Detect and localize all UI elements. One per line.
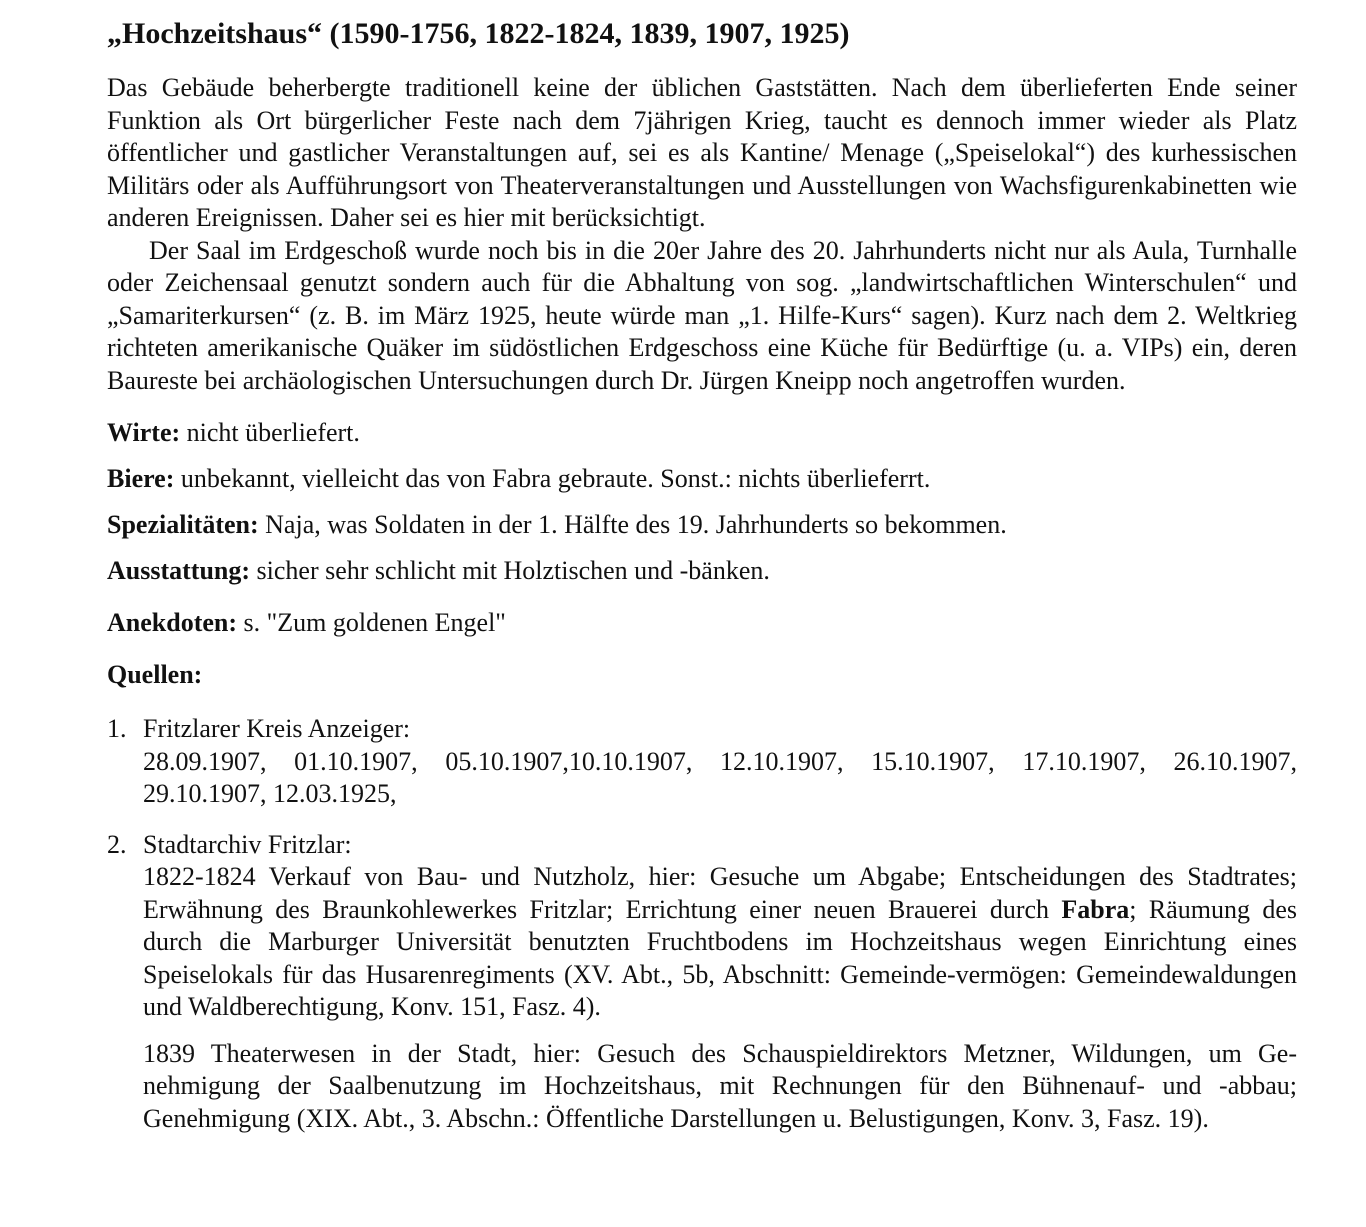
source-item-1: [107, 713, 1297, 811]
field-spezialitaeten-label: Spezialitäten:: [107, 510, 259, 539]
source-item-2: [107, 829, 1297, 1136]
field-ausstattung-value: sicher sehr schlicht mit Holztischen und -bänken.: [250, 556, 770, 585]
field-ausstattung-label: Ausstattung:: [107, 556, 251, 585]
quellen-heading: Quellen:: [107, 660, 203, 689]
field-biere: [107, 463, 1297, 495]
source-text-part: ; Räumung des durch die Marburger Universität benutzten Fruchtbodens im Hochzeitshaus wegen Einrichtung eines Speiselokals für das Husarenregiments (XV. Abt., 5b, Abschnitt: Gemeinde-vermögen: Gemeindewaldungen und Waldberechtigung, Konv. 151, Fasz. 4).: [143, 894, 1297, 1021]
source-heading: Stadtarchiv Fritzlar:: [143, 829, 352, 859]
source-heading: Fritzlarer Kreis Anzeiger:: [143, 714, 411, 743]
field-biere-value: unbekannt, vielleicht das von Fabra gebraute. Sonst.: nichts überlieferrt.: [174, 464, 931, 493]
intro-paragraph: Das Gebäude beherbergte traditionell keine der üblichen Gaststätten. Nach dem überlieferten Ende seiner Funktion als Ort bürgerlicher Feste nach dem 7jährigen Krieg, taucht es dennoch immer wieder als Platz öffentlicher und gastlicher Veranstaltungen auf, sei es als Kantine/ Menage („Speiselokal“) des kurhessischen Militärs oder als Aufführungsort von Theaterveranstaltungen und Ausstellungen von Wachsfigurenkabinetten wie anderen Ereignissen. Daher sei es hier mit berücksichtigt.: [107, 73, 1297, 232]
source-text-part: 1822-1824 Verkauf von Bau- und Nutzholz, hier: Gesuche um Abgabe; Entscheidungen des Stadtrates; Erwähnung des Braunkohlewerkes Fritzlar; Errichtung einer neuen Brauerei durch: [143, 862, 1297, 924]
field-spezialitaeten: [107, 509, 1297, 541]
field-biere-label: Biere:: [107, 464, 175, 493]
field-anekdoten-label: Anekdoten:: [107, 608, 238, 637]
history-paragraph: Der Saal im Erdgeschoß wurde noch bis in die 20er Jahre des 20. Jahrhunderts nicht nur als Aula, Turnhalle oder Zeichensaal genutzt sondern auch für die Abhaltung von sog. „landwirtschaftlichen Winterschulen“ und „Samariterkursen“ (z. B. im März 1925, heute würde man „1. Hilfe-Kurs“ sagen). Kurz nach dem 2. Weltkrieg richteten amerikanische Quäker im südöstlichen Erdgeschoss eine Küche für Bedürftige (u. a. VIPs) ein, deren Baureste bei archäologischen Untersuchungen durch Dr. Jürgen Kneipp noch angetroffen wurden.: [107, 235, 1297, 395]
page-title: „Hochzeitshaus“ (1590-1756, 1822-1824, 1839, 1907, 1925): [107, 17, 850, 50]
source-text-second: 1839 Theaterwesen in der Stadt, hier: Gesuch des Schauspieldirektors Metzner, Wildungen, um Ge-nehmigung der Saalbenutzung im Hochzeitshaus, mit Rechnungen für den Bühnenauf- und -abbau; Genehmigung (XIX. Abt., 3. Abschn.: Öffentliche Darstellungen u. Belustigungen, Konv. 3, Fasz. 19).: [143, 1038, 1297, 1133]
field-spezialitaeten-value: Naja, was Soldaten in der 1. Hälfte des 19. Jahrhunderts so bekommen.: [258, 510, 1007, 539]
source-number: 1.: [107, 714, 127, 743]
source-text: 28.09.1907, 01.10.1907, 05.10.1907,10.10.1907, 12.10.1907, 15.10.1907, 17.10.1907, 26.10.1907, 29.10.1907, 12.03.1925,: [143, 746, 1297, 808]
field-wirte-label: Wirte:: [107, 418, 181, 447]
field-wirte: [107, 417, 1297, 449]
source-number: 2.: [107, 829, 127, 859]
field-ausstattung: [107, 555, 1297, 587]
source-text-bold: Fabra: [1061, 894, 1130, 924]
field-wirte-value: nicht überliefert.: [180, 418, 360, 447]
field-anekdoten-value: s. "Zum goldenen Engel": [237, 608, 506, 637]
document-page: [107, 14, 1297, 1135]
field-anekdoten: [107, 607, 1297, 639]
source-text: [143, 861, 1297, 1024]
